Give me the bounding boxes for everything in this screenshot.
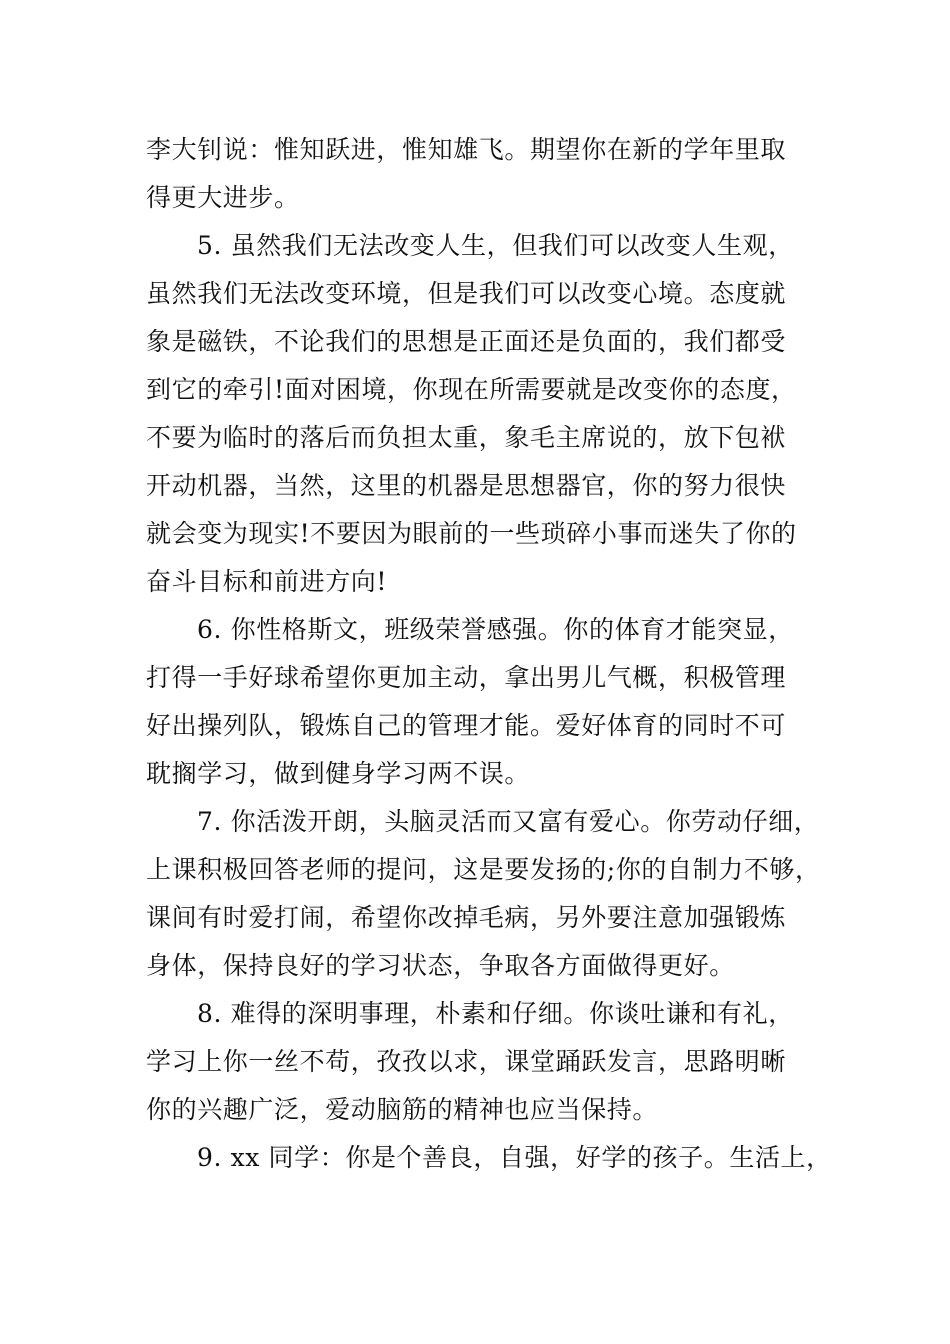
paragraph-item-9 — [146, 1134, 832, 1182]
text-line: 你的兴趣广泛，爱动脑筋的精神也应当保持。 — [146, 1095, 659, 1124]
text-line: 学习上你一丝不苟，孜孜以求，课堂踊跃发言，思路明晰 — [146, 1047, 787, 1076]
text-line: 象是磁铁，不论我们的思想是正面还是负面的，我们都受 — [146, 327, 787, 356]
paragraph-continuation — [146, 126, 826, 222]
text-line: 虽然我们无法改变环境，但是我们可以改变心境。态度就 — [146, 279, 787, 308]
text-line: 上课积极回答老师的提问，这是要发扬的;你的自制力不够， — [146, 855, 821, 884]
text-line: 6. 你性格斯文，班级荣誉感强。你的体育才能突显， — [197, 615, 794, 644]
text-line: 得更大进步。 — [146, 183, 300, 212]
text-line: 到它的牵引!面对困境，你现在所需要就是改变你的态度， — [146, 375, 797, 404]
text-line: 身体，保持良好的学习状态，争取各方面做得更好。 — [146, 951, 735, 980]
paragraph-item-8 — [146, 990, 826, 1134]
paragraph-item-7 — [146, 798, 826, 990]
text-line: 耽搁学习，做到健身学习两不误。 — [146, 759, 531, 788]
paragraph-item-6 — [146, 606, 826, 798]
paragraph-item-5 — [146, 222, 826, 606]
text-line: 8. 难得的深明事理，朴素和仔细。你谈吐谦和有礼， — [197, 999, 794, 1028]
text-line: 打得一手好球希望你更加主动，拿出男儿气概，积极管理 — [146, 663, 787, 692]
text-line: 好出操列队，锻炼自己的管理才能。爱好体育的同时不可 — [146, 711, 787, 740]
document-body — [146, 126, 832, 1182]
text-line: 开动机器，当然，这里的机器是思想器官，你的努力很快 — [146, 471, 787, 500]
text-line: 李大钊说：惟知跃进，惟知雄飞。期望你在新的学年里取 — [146, 135, 787, 164]
text-line: 7. 你活泼开朗，头脑灵活而又富有爱心。你劳动仔细， — [197, 807, 820, 836]
text-line: 就会变为现实!不要因为眼前的一些琐碎小事而迷失了你的 — [146, 519, 797, 548]
text-line: 不要为临时的落后而负担太重，象毛主席说的，放下包袱 — [146, 423, 787, 452]
text-line: 课间有时爱打闹，希望你改掉毛病，另外要注意加强锻炼 — [146, 903, 787, 932]
text-line: 奋斗目标和前进方向! — [146, 567, 388, 596]
text-line: 9. xx 同学：你是个善良，自强，好学的孩子。生活上， — [197, 1143, 832, 1172]
text-line: 5. 虽然我们无法改变人生，但我们可以改变人生观， — [197, 231, 794, 260]
